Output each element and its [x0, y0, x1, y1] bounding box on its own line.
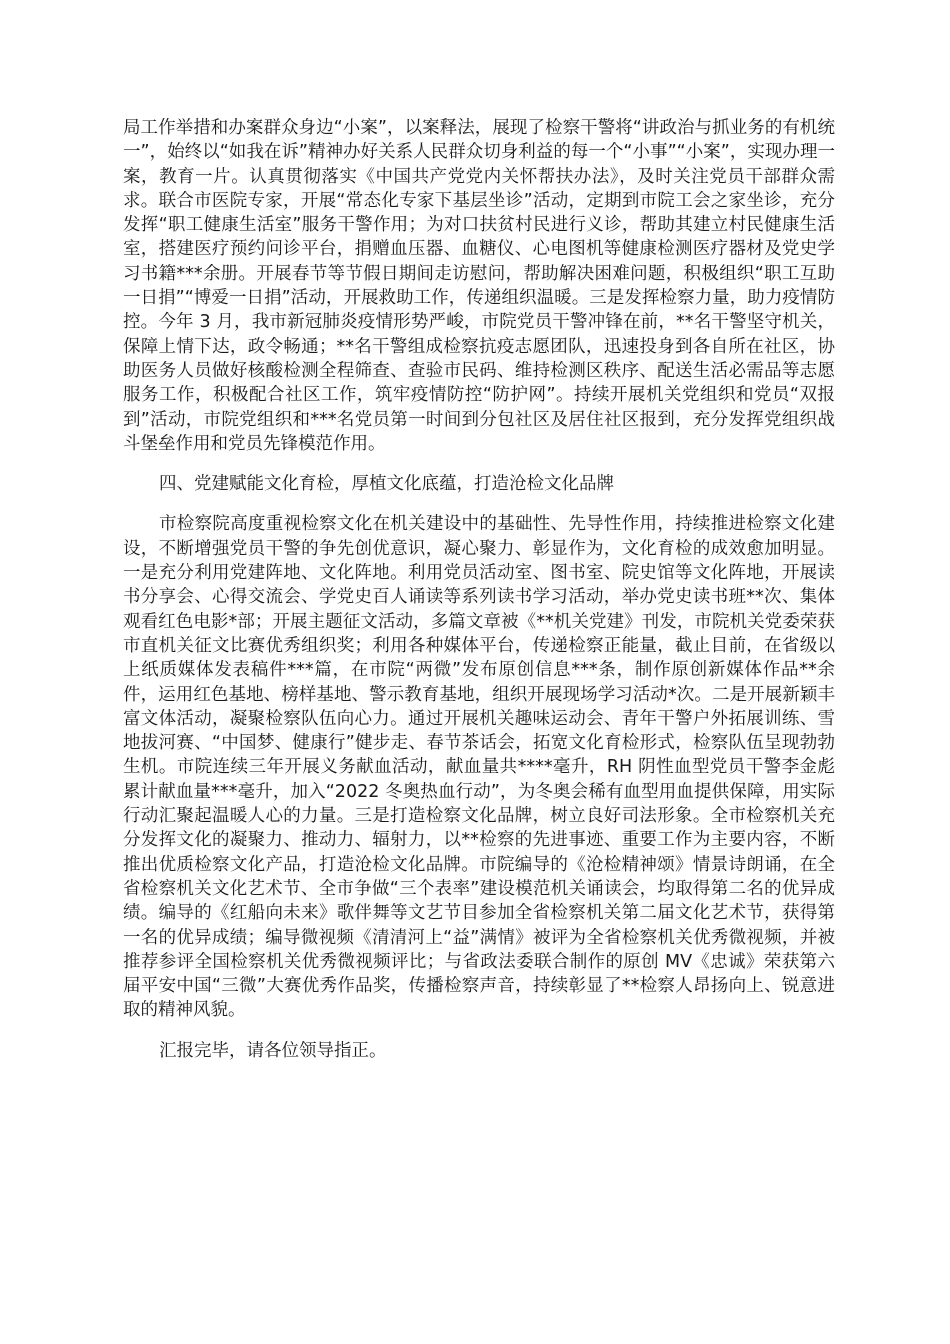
document-page: [123, 116, 835, 1063]
closing-line: 汇报完毕，请各位领导指正。: [159, 1040, 387, 1061]
body-paragraph: 市检察院高度重视检察文化在机关建设中的基础性、先导性作用，持续推进检察文化建设，不断增强党员干警的争先创优意识，凝心聚力、彰显作为，文化育检的成效愈加明显。一是充分利用党建阵地、文化阵地。利用党员活动室、图书室、院史馆等文化阵地，开展读书分享会、心得交流会、学党史百人诵读等系列读书学习活动，举办党史读书班**次、集体观看红色电影*部；开展主题征文活动，多篇文章被《**机关党建》刊发，市院机关党委荣获市直机关征文比赛优秀组织奖；利用各种媒体平台，传递检察正能量，截止目前，在省级以上纸质媒体发表稿件***篇，在市院“两微”发布原创信息***条，制作原创新媒体作品**余件，运用红色基地、榜样基地、警示教育基地，组织开展现场学习活动*次。二是开展新颖丰富文体活动，凝聚检察队伍向心力。通过开展机关趣味运动会、青年干警户外拓展训练、雪地拔河赛、“中国梦、健康行”健步走、春节茶话会，拓宽文化育检形式，检察队伍呈现勃勃生机。市院连续三年开展义务献血活动，献血量共****毫升，RH 阴性血型党员干警李金彪累计献血量***毫升，加入“2022 冬奥热血行动”，为冬奥会稀有血型用血提供保障，用实际行动汇聚起温暖人心的力量。三是打造检察文化品牌，树立良好司法形象。全市检察机关充分发挥文化的凝聚力、推动力、辐射力，以**检察的先进事迹、重要工作为主要内容，不断推出优质检察文化产品，打造沧检文化品牌。市院编导的《沧检精神颂》情景诗朗诵，在全省检察机关文化艺术节、全市争做“三个表率”建设模范机关诵读会，均取得第二名的优异成绩。编导的《红船向未来》歌伴舞等文艺节目参加全省检察机关第二届文化艺术节，获得第一名的优异成绩；编导微视频《清清河上“益”满情》被评为全省检察机关优秀微视频，并被推荐参评全国检察机关优秀微视频评比；与省政法委联合制作的原创 MV《忠诚》荣获第六届平安中国“三微”大赛优秀作品奖，传播检察声音，持续彰显了**检察人昂扬向上、锐意进取的精神风貌。: [123, 514, 835, 1021]
section-heading: 四、党建赋能文化育检，厚植文化底蕴，打造沧检文化品牌: [159, 474, 614, 495]
body-paragraph: 局工作举措和办案群众身边“小案”，以案释法，展现了检察干警将“讲政治与抓业务的有机统一”，始终以“如我在诉”精神办好关系人民群众切身利益的每一个“小事”“小案”，实现办理一案，教育一片。认真贯彻落实《中国共产党党内关怀帮扶办法》，及时关注党员干部群众需求。联合市医院专家，开展“常态化专家下基层坐诊”活动，定期到市院工会之家坐诊，充分发挥“职工健康生活室”服务干警作用；为对口扶贫村民进行义诊，帮助其建立村民健康生活室，搭建医疗预约问诊平台，捐赠血压器、血糖仪、心电图机等健康检测医疗器材及党史学习书籍***余册。开展春节等节假日期间走访慰问，帮助解决困难问题，积极组织“职工互助一日捐”“博爱一日捐”活动，开展救助工作，传递组织温暖。三是发挥检察力量，助力疫情防控。今年 3 月，我市新冠肺炎疫情形势严峻，市院党员干警冲锋在前，**名干警坚守机关，保障上情下达，政令畅通；**名干警组成检察抗疫志愿团队，迅速投身到各自所在社区，协助医务人员做好核酸检测全程筛查、查验市民码、维持检测区秩序、配送生活必需品等志愿服务工作，积极配合社区工作，筑牢疫情防控“防护网”。持续开展机关党组织和党员“双报到”活动，市院党组织和***名党员第一时间到分包社区及居住社区报到，充分发挥党组织战斗堡垒作用和党员先锋模范作用。: [123, 118, 835, 454]
